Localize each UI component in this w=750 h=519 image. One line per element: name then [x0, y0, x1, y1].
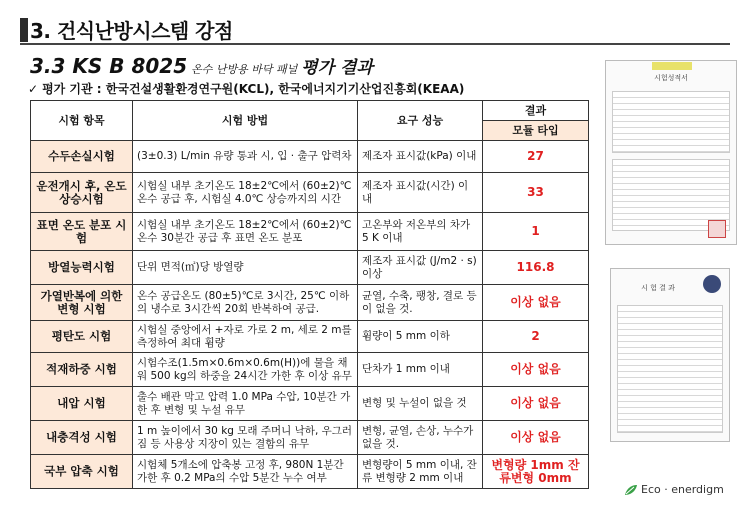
row-requirement: 제조자 표시값(시간) 이내 — [358, 173, 483, 213]
table-row — [31, 141, 589, 173]
table-row — [31, 285, 589, 321]
row-item: 내충격성 시험 — [31, 421, 133, 455]
header-result-sub: 모듈 타입 — [483, 121, 589, 141]
brand-logo — [624, 483, 724, 496]
table-row — [31, 421, 589, 455]
row-requirement: 균열, 수축, 팽창, 결로 등이 없을 것. — [358, 285, 483, 321]
certificate-logo — [652, 62, 692, 70]
row-requirement: 변형량이 5 mm 이내, 잔류 변형량 2 mm 이내 — [358, 455, 483, 489]
row-method: 시험체 5개소에 압축봉 고정 후, 980N 1분간 가한 후 0.2 MPa의 수압 5분간 누수 여부 — [133, 455, 358, 489]
test-result-title: 시 험 결 과 — [641, 284, 675, 292]
table-row — [31, 173, 589, 213]
row-requirement: 고온부와 저온부의 차가 5 K 이내 — [358, 213, 483, 251]
row-item: 적재하중 시험 — [31, 353, 133, 387]
row-item: 방열능력시험 — [31, 251, 133, 285]
row-requirement: 제조자 표시값(kPa) 이내 — [358, 141, 483, 173]
row-result: 33 — [483, 173, 589, 213]
test-result-table-image — [617, 305, 723, 433]
section-subtitle — [30, 53, 373, 78]
row-result: 27 — [483, 141, 589, 173]
row-item: 평탄도 시험 — [31, 321, 133, 353]
table-row — [31, 387, 589, 421]
row-method: 시험수조(1.5m×0.6m×0.6m(H))에 물을 채워 500 kg의 하중을 24시간 가한 후 이상 유무 — [133, 353, 358, 387]
row-item: 표면 온도 분포 시험 — [31, 213, 133, 251]
stamp-icon — [708, 220, 726, 238]
agency-text: 평가 기관 : 한국건설생활환경연구원(KCL), 한국에너지기기산업진흥회(KEAA) — [42, 82, 465, 96]
standard-description: 온수 난방용 바닥 패널 — [191, 63, 298, 76]
table-row — [31, 353, 589, 387]
row-method: 시험실 중앙에서 +자로 가로 2 m, 세로 2 m를 측정하여 최대 휨량 — [133, 321, 358, 353]
row-result: 이상 없음 — [483, 353, 589, 387]
evaluation-agency — [28, 80, 464, 97]
header-method: 시험 방법 — [133, 101, 358, 141]
row-result: 이상 없음 — [483, 285, 589, 321]
row-requirement: 제조자 표시값 (J/m2 · s) 이상 — [358, 251, 483, 285]
row-requirement: 단차가 1 mm 이내 — [358, 353, 483, 387]
row-requirement: 휨량이 5 mm 이하 — [358, 321, 483, 353]
row-requirement: 변형 및 누설이 없을 것 — [358, 387, 483, 421]
table-row — [31, 251, 589, 285]
row-result: 1 — [483, 213, 589, 251]
row-requirement: 변형, 균열, 손상, 누수가 없을 것. — [358, 421, 483, 455]
page-title: 3. 건식난방시스템 강점 — [30, 19, 233, 43]
title-bar — [0, 0, 750, 44]
table-row — [31, 455, 589, 489]
brand-name: Eco · enerdigm — [641, 483, 724, 496]
row-result: 116.8 — [483, 251, 589, 285]
title-rule — [20, 43, 730, 45]
row-item: 국부 압축 시험 — [31, 455, 133, 489]
header-requirement: 요구 성능 — [358, 101, 483, 141]
certificate-table-image — [612, 91, 730, 153]
results-table — [30, 100, 589, 489]
evaluation-label: 평가 결과 — [301, 58, 373, 78]
title-accent — [20, 18, 28, 42]
row-item: 내압 시험 — [31, 387, 133, 421]
row-result: 이상 없음 — [483, 421, 589, 455]
table-row — [31, 321, 589, 353]
row-result: 변형량 1mm 잔류변형 0mm — [483, 455, 589, 489]
row-method: 출수 배관 막고 압력 1.0 MPa 수압, 10분간 가한 후 변형 및 누설 유무 — [133, 387, 358, 421]
standard-code: 3.3 KS B 8025 — [30, 54, 188, 78]
row-result: 2 — [483, 321, 589, 353]
row-item: 가열반복에 의한 변형 시험 — [31, 285, 133, 321]
row-item: 수두손실시험 — [31, 141, 133, 173]
header-result: 결과 — [483, 101, 589, 121]
test-result-document — [610, 268, 730, 442]
row-result: 이상 없음 — [483, 387, 589, 421]
row-method: 단위 면적(㎡)당 방열량 — [133, 251, 358, 285]
certificate-title: 시험성적서 — [654, 74, 688, 82]
table-row — [31, 213, 589, 251]
header-item: 시험 항목 — [31, 101, 133, 141]
check-icon: ✓ — [28, 82, 39, 96]
row-method: 온수 공급온도 (80±5)℃로 3시간, 25℃ 이하의 냉수로 3시간씩 20회 반복하여 공급. — [133, 285, 358, 321]
row-method: 1 m 높이에서 30 kg 모래 주머니 낙하, 우그러짐 등 사용상 지장이 있는 결함의 유무 — [133, 421, 358, 455]
leaf-icon — [624, 484, 638, 496]
certificate-document — [605, 60, 737, 245]
row-method: 시험실 내부 초기온도 18±2℃에서 (60±2)℃ 온수 공급 후, 시험실 4.0℃ 상승까지의 시간 — [133, 173, 358, 213]
row-item: 운전개시 후, 온도 상승시험 — [31, 173, 133, 213]
row-method: 시험실 내부 초기온도 18±2℃에서 (60±2)℃ 온수 30분간 공급 후 표면 온도 분포 — [133, 213, 358, 251]
row-method: (3±0.3) L/min 유량 통과 시, 입 · 출구 압력차 — [133, 141, 358, 173]
